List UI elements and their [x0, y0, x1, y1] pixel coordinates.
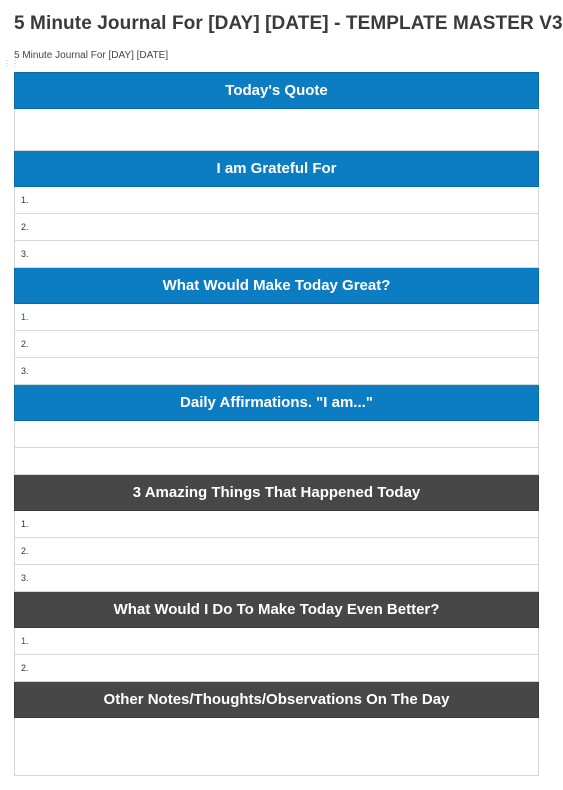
- affirmation-cell-1[interactable]: [15, 421, 539, 448]
- section-header-great: [15, 268, 539, 304]
- table-row: [15, 304, 539, 331]
- journal-table: [14, 72, 539, 776]
- great-item-3[interactable]: 3.: [15, 358, 539, 385]
- great-item-1[interactable]: 1.: [15, 304, 539, 331]
- section-header-great-label: What Would Make Today Great?: [15, 268, 539, 304]
- section-header-notes-label: Other Notes/Thoughts/Observations On The Day: [15, 682, 539, 718]
- table-row: [15, 214, 539, 241]
- table-row: [15, 448, 539, 475]
- quote-cell[interactable]: [15, 109, 539, 151]
- amazing-item-2[interactable]: 2.: [15, 538, 539, 565]
- table-row: [15, 538, 539, 565]
- table-row: [15, 628, 539, 655]
- section-header-better-label: What Would I Do To Make Today Even Better?: [15, 592, 539, 628]
- section-header-affirmations: [15, 385, 539, 421]
- table-row: [15, 565, 539, 592]
- grateful-item-2[interactable]: 2.: [15, 214, 539, 241]
- quote-cell-row: [15, 109, 539, 151]
- amazing-item-1[interactable]: 1.: [15, 511, 539, 538]
- table-row: [15, 655, 539, 682]
- notes-cell-row: [15, 718, 539, 776]
- page-title: 5 Minute Journal For [DAY] [DATE] - TEMPLATE MASTER V3: [14, 13, 563, 34]
- section-header-amazing: [15, 475, 539, 511]
- table-row: [15, 187, 539, 214]
- table-row: [15, 358, 539, 385]
- table-row: [15, 421, 539, 448]
- section-header-better: [15, 592, 539, 628]
- notes-cell[interactable]: [15, 718, 539, 776]
- page-subtitle: 5 Minute Journal For [DAY] [DATE]: [14, 50, 169, 61]
- better-item-1[interactable]: 1.: [15, 628, 539, 655]
- drag-handle-icon[interactable]: ⋮⋮: [3, 59, 19, 68]
- amazing-item-3[interactable]: 3.: [15, 565, 539, 592]
- section-header-notes: [15, 682, 539, 718]
- grateful-item-3[interactable]: 3.: [15, 241, 539, 268]
- better-item-2[interactable]: 2.: [15, 655, 539, 682]
- section-header-quote: [15, 73, 539, 109]
- table-row: [15, 331, 539, 358]
- section-header-affirmations-label: Daily Affirmations. "I am...": [15, 385, 539, 421]
- section-header-grateful-label: I am Grateful For: [15, 151, 539, 187]
- section-header-amazing-label: 3 Amazing Things That Happened Today: [15, 475, 539, 511]
- affirmation-cell-2[interactable]: [15, 448, 539, 475]
- section-header-grateful: [15, 151, 539, 187]
- table-row: [15, 511, 539, 538]
- table-row: [15, 241, 539, 268]
- great-item-2[interactable]: 2.: [15, 331, 539, 358]
- section-header-quote-label: Today's Quote: [15, 73, 539, 109]
- grateful-item-1[interactable]: 1.: [15, 187, 539, 214]
